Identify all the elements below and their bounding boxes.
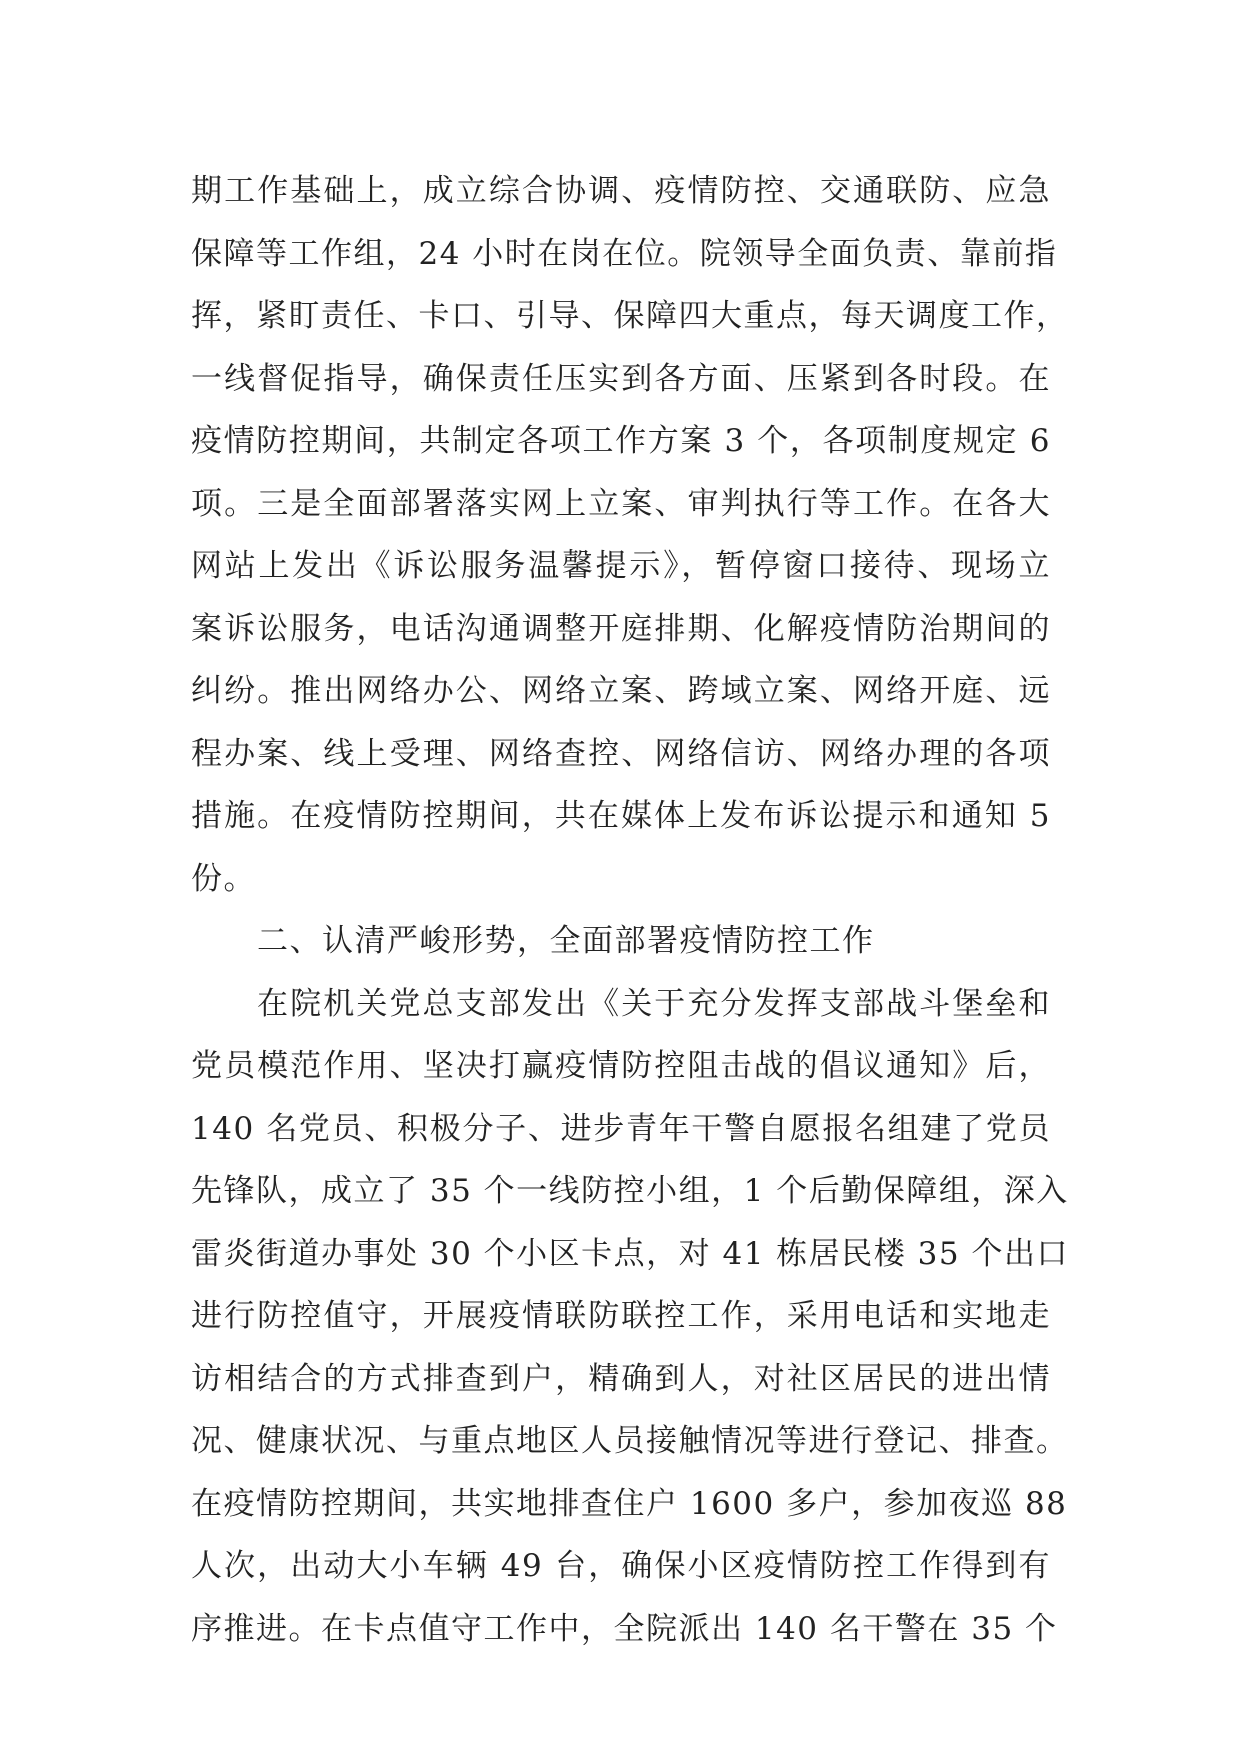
text-line: 一线督促指导，确保责任压实到各方面、压紧到各时段。在 [191,360,1051,397]
text-line: 人次，出动大小车辆 49 台，确保小区疫情防控工作得到有 [191,1548,1051,1584]
text-line: 况、健康状况、与重点地区人员接触情况等进行登记、排查。 [191,1423,1069,1459]
text-line: 先锋队，成立了 35 个一线防控小组，1 个后勤保障组，深入 [191,1173,1069,1209]
text-line: 雷炎街道办事处 30 个小区卡点，对 41 栋居民楼 35 个出口 [191,1235,1069,1272]
text-line: 在院机关党总支部发出《关于充分发挥支部战斗堡垒和 [257,985,1051,1022]
text-line: 案诉讼服务，电话沟通调整开庭排期、化解疫情防治期间的 [191,610,1051,647]
text-line: 访相结合的方式排查到户，精确到人，对社区居民的进出情 [191,1360,1051,1397]
text-line: 份。 [191,860,256,897]
text-line: 序推进。在卡点值守工作中，全院派出 140 名干警在 35 个 [191,1610,1058,1647]
text-line: 进行防控值守，开展疫情联防联控工作，采用电话和实地走 [191,1298,1051,1334]
text-line: 在疫情防控期间，共实地排查住户 1600 多户，参加夜巡 88 [191,1485,1068,1522]
body-text [191,160,1069,1660]
text-line: 挥，紧盯责任、卡口、引导、保障四大重点，每天调度工作， [191,298,1069,334]
text-line: 党员模范作用、坚决打赢疫情防控阻击战的倡议通知》后， [191,1048,1051,1084]
text-line: 项。三是全面部署落实网上立案、审判执行等工作。在各大 [191,485,1051,522]
text-line: 程办案、线上受理、网络查控、网络信访、网络办理的各项 [191,735,1051,772]
text-line: 疫情防控期间，共制定各项工作方案 3 个，各项制度规定 6 [191,423,1051,459]
text-line: 140 名党员、积极分子、进步青年干警自愿报名组建了党员 [191,1110,1051,1147]
text-line: 期工作基础上，成立综合协调、疫情防控、交通联防、应急 [191,173,1051,209]
text-line: 措施。在疫情防控期间，共在媒体上发布诉讼提示和通知 5 [191,798,1051,834]
section-heading: 二、认清严峻形势，全面部署疫情防控工作 [257,923,875,959]
text-line: 纠纷。推出网络办公、网络立案、跨域立案、网络开庭、远 [191,673,1051,709]
text-line: 保障等工作组，24 小时在岗在位。院领导全面负责、靠前指 [191,235,1058,272]
text-line: 网站上发出《诉讼服务温馨提示》，暂停窗口接待、现场立 [191,548,1051,584]
